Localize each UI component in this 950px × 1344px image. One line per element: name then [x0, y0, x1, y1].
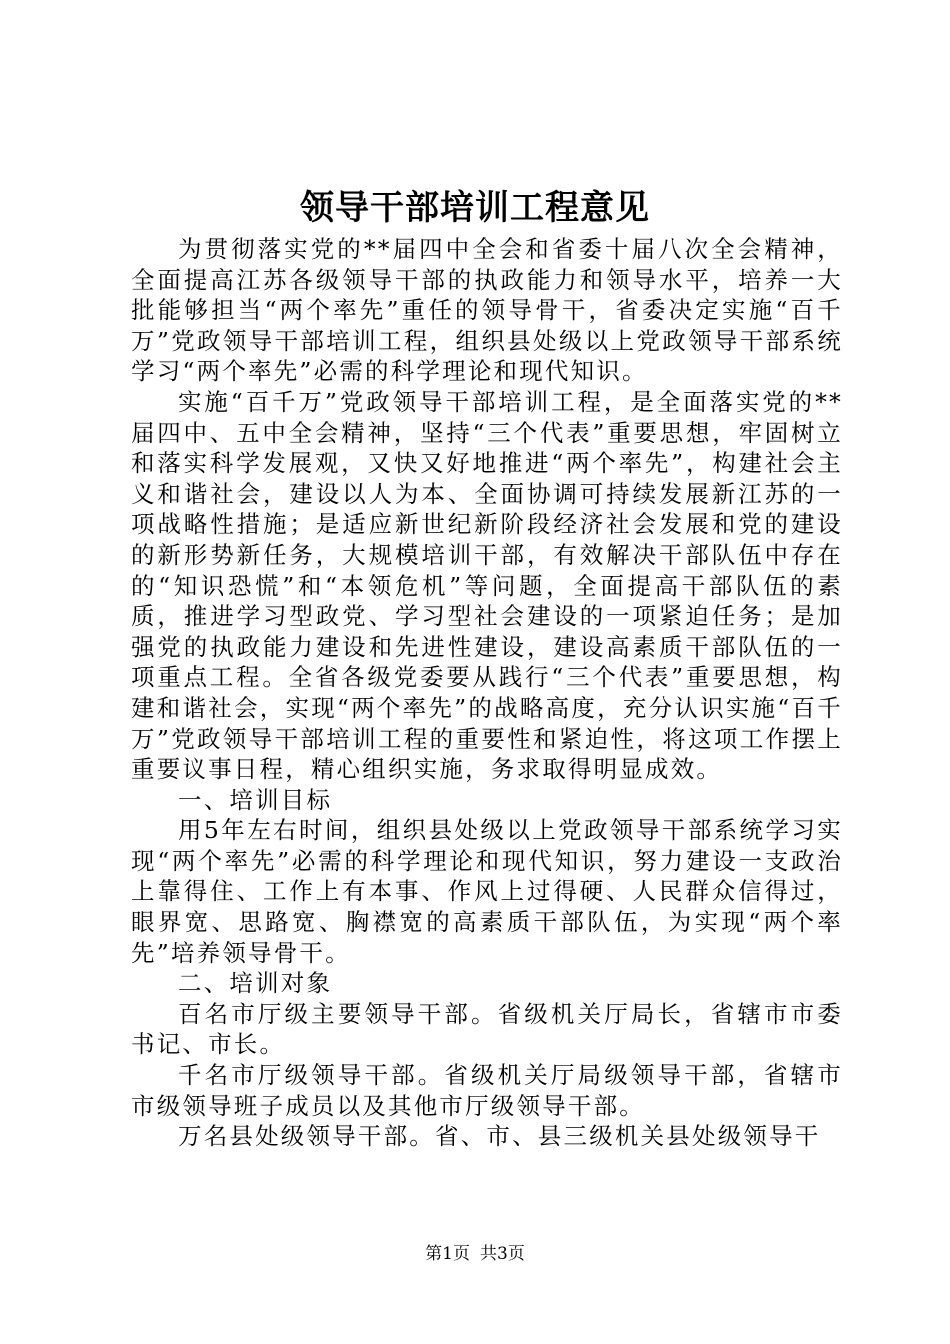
- document-body: [131, 234, 843, 1152]
- paragraph-target-tenthousand: 万名县处级领导干部。省、市、县三级机关县处级领导干: [178, 1122, 821, 1151]
- paragraph-significance: 实施“百千万”党政领导干部培训工程，是全面落实党的**届四中、五中全会精神，坚持“三个代表”重要思想，牢固树立和落实科学发展观，又快又好地推进“两个率先”，构建社会主义和谐社会，建设以人为本、全面协调可持续发展新江苏的一项战略性措施；是适应新世纪新阶段经济社会发展和党的建设的新形势新任务，大规模培训干部，有效解决干部队伍中存在的“知识恐慌”和“本领危机”等问题，全面提高干部队伍的素质，推进学习型政党、学习型社会建设的一项紧迫任务；是加强党的执政能力建设和先进性建设，建设高素质干部队伍的一项重点工程。全省各级党委要从践行“三个代表”重要思想，构建和谐社会，实现“两个率先”的战略高度，充分认识实施“百千万”党政领导干部培训工程的重要性和紧迫性，将这项工作摆上重要议事日程，精心组织实施，务求取得明显成效。: [131, 387, 843, 784]
- paragraph-intro: 为贯彻落实党的**届四中全会和省委十届八次全会精神，全面提高江苏各级领导干部的执政能力和领导水平，培养一大批能够担当“两个率先”重任的领导骨干，省委决定实施“百千万”党政领导干部培训工程，组织县处级以上党政领导干部系统学习“两个率先”必需的科学理论和现代知识。: [131, 235, 843, 386]
- section-heading-goals: 一、培训目标: [178, 785, 333, 814]
- document-title: 领导干部培训工程意见: [300, 188, 650, 228]
- paragraph-target-thousand: 千名市厅级领导干部。省级机关厅局级领导干部，省辖市市级领导班子成员以及其他市厅级领导干部。: [131, 1061, 843, 1120]
- paragraph-goals: 用5年左右时间，组织县处级以上党政领导干部系统学习实现“两个率先”必需的科学理论和现代知识，努力建设一支政治上靠得住、工作上有本事、作风上过得硬、人民群众信得过，眼界宽、思路宽、胸襟宽的高素质干部队伍，为实现“两个率先”培养领导骨干。: [131, 816, 843, 967]
- page-footer: [0, 1243, 950, 1265]
- page-total: 共3页: [480, 1244, 525, 1264]
- section-heading-targets: 二、培训对象: [178, 969, 333, 998]
- page-number: 第1页: [425, 1244, 470, 1264]
- paragraph-target-hundred: 百名市厅级主要领导干部。省级机关厅局长，省辖市市委书记、市长。: [131, 999, 843, 1059]
